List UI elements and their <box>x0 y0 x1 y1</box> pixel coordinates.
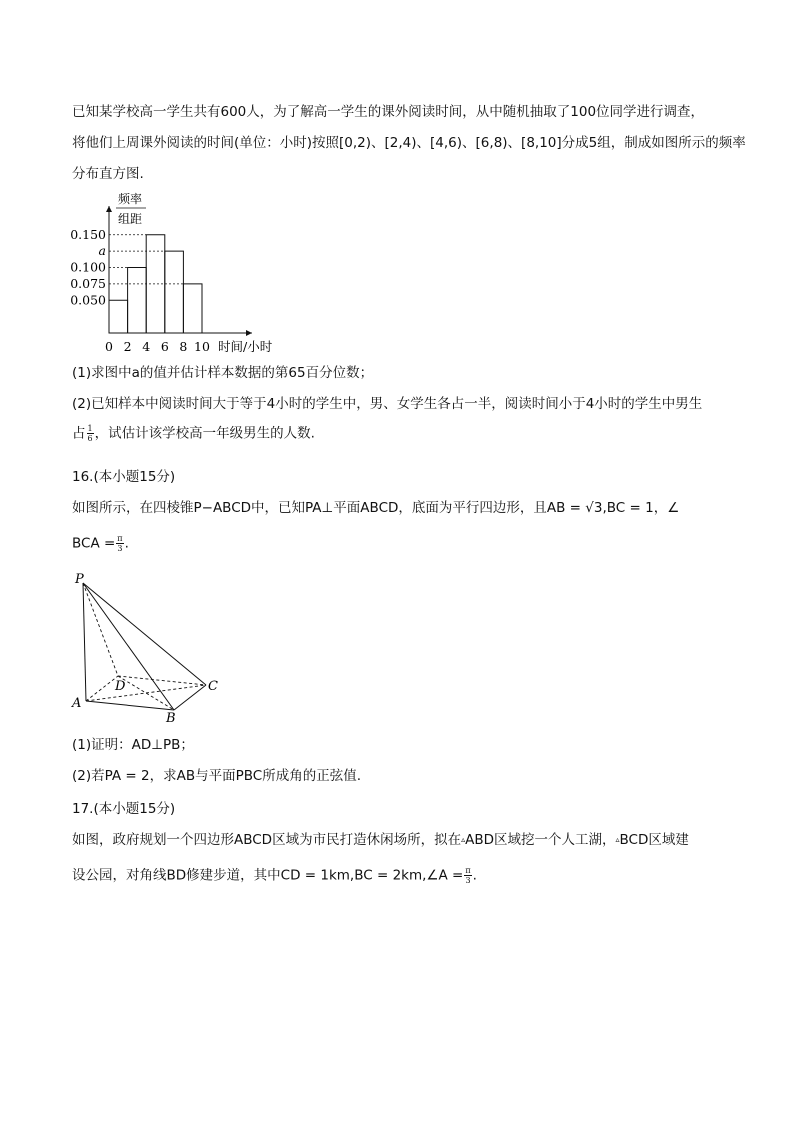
fraction-numerator: 1 <box>87 424 93 433</box>
p15-q1: (1)求图中a的值并估计样本数据的第65百分位数； <box>72 365 374 381</box>
p17-text2 <box>72 866 477 885</box>
p15-intro-line2: 将他们上周课外阅读的时间(单位：小时)按照[0,2)、[2,4)、[4,6)、[6,8)、[8,10]分成5组，制成如图所示的频率 <box>72 135 746 151</box>
p17-number: 17.(本小题15分) <box>72 801 176 817</box>
y-label-bottom: 组距 <box>118 212 143 226</box>
p16-q1: (1)证明：AD⊥PB； <box>72 737 194 753</box>
y-tick-label: 0.150 <box>70 226 106 242</box>
p15-intro-line3: 分布直方图. <box>72 166 144 182</box>
fraction-numerator: π <box>465 866 471 875</box>
p17-text1-a: 如图，政府规划一个四边形ABCD区域为市民打造休闲场所，拟在 <box>72 832 462 848</box>
p15-q2-line2 <box>72 424 315 443</box>
edge-AD-hidden <box>86 676 118 701</box>
x-tick-label: 10 <box>194 339 210 354</box>
p17-text1-b: ABD区域挖一个人工湖， <box>465 832 616 848</box>
vertex-label-C: C <box>208 679 218 694</box>
p16-number: 16.(本小题15分) <box>72 469 176 485</box>
triangle-symbol: ▵ <box>461 835 466 844</box>
y-label-top: 频率 <box>118 192 143 206</box>
vertex-label-P: P <box>75 572 84 587</box>
histogram-bar <box>165 251 184 333</box>
edge-PC <box>83 583 206 685</box>
histogram-bar <box>183 284 202 333</box>
edge-PA <box>83 583 86 701</box>
histogram-bar <box>128 268 147 334</box>
p15-q2-prefix: 占 <box>72 425 86 442</box>
y-tick-label: 0.100 <box>70 259 106 275</box>
p17-text2-suffix: . <box>472 867 477 884</box>
p15-q2-suffix: ，试估计该学校高一年级男生的人数. <box>94 425 315 442</box>
y-tick-label: a <box>98 243 106 259</box>
p17-text1 <box>72 831 689 849</box>
x-tick-label: 6 <box>160 339 169 354</box>
x-tick-label: 2 <box>123 339 132 354</box>
p15-q2-line1: (2)已知样本中阅读时间大于等于4小时的学生中，男、女学生各占一半，阅读时间小于4小时的学生中男生 <box>72 396 703 412</box>
x-tick-label: 0 <box>105 339 113 354</box>
p16-text2 <box>72 534 129 553</box>
fraction-pi-over-3 <box>116 534 123 553</box>
vertex-label-A: A <box>72 696 82 711</box>
fraction-one-sixth <box>87 424 94 443</box>
y-tick-label: 0.075 <box>70 275 106 291</box>
pyramid-figure <box>66 568 236 728</box>
p17-text2-prefix: 设公园，对角线BD修建步道，其中CD = 1km,BC = 2km,∠A = <box>72 867 464 884</box>
p16-q2: (2)若PA = 2，求AB与平面PBC所成角的正弦值. <box>72 768 361 784</box>
edge-DC-hidden <box>118 676 206 685</box>
x-tick-label: 8 <box>179 339 188 354</box>
p17-text1-c: BCD区域建 <box>619 832 689 848</box>
p16-text2-suffix: . <box>124 535 129 552</box>
frequency-histogram <box>60 188 320 358</box>
fraction-pi-over-3 <box>464 866 471 885</box>
fraction-denominator: 3 <box>465 876 471 885</box>
p16-text1: 如图所示，在四棱锥P−ABCD中，已知PA⊥平面ABCD，底面为平行四边形，且AB = √3,BC = 1，∠ <box>72 500 680 516</box>
histogram-bar <box>109 300 128 333</box>
vertex-label-B: B <box>166 711 176 726</box>
x-tick-label: 4 <box>142 339 151 354</box>
y-tick-label: 0.050 <box>70 292 106 308</box>
fraction-denominator: 3 <box>117 544 123 553</box>
x-axis-label: 时间/小时 <box>218 339 273 354</box>
triangle-symbol: ▵ <box>615 835 620 844</box>
fraction-denominator: 6 <box>87 434 93 443</box>
p16-text2-prefix: BCA = <box>72 535 116 552</box>
fraction-numerator: π <box>117 534 123 543</box>
p15-intro-line1: 已知某学校高一学生共有600人，为了解高一学生的课外阅读时间，从中随机抽取了100位同学进行调查， <box>72 104 705 120</box>
vertex-label-D: D <box>115 679 126 694</box>
